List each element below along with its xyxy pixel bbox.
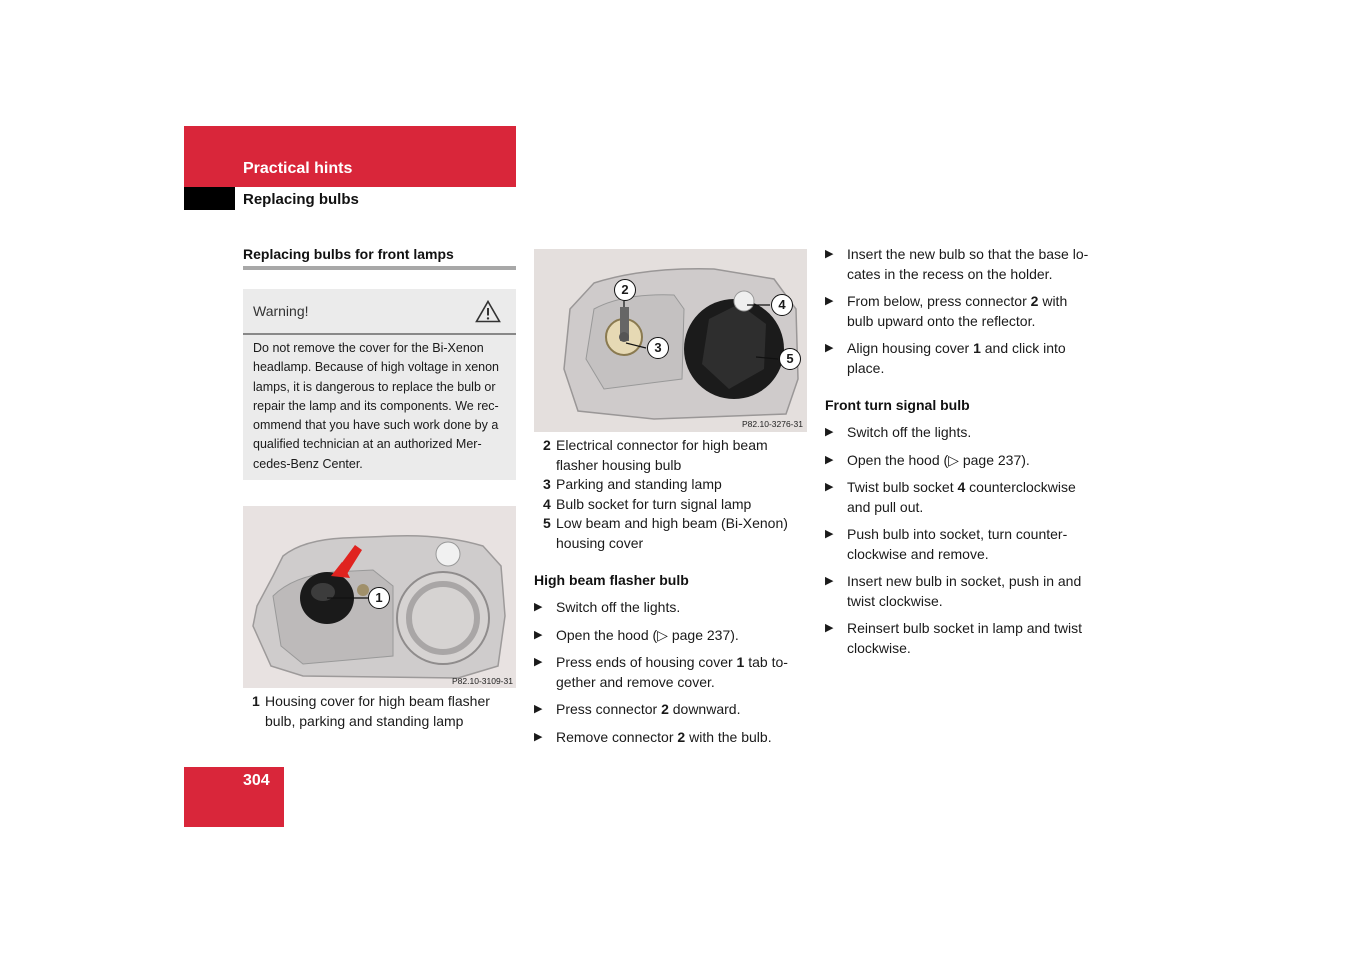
warning-line: repair the lamp and its components. We rec-	[253, 398, 499, 413]
step-line	[847, 639, 1115, 659]
step-line	[847, 423, 1115, 443]
legend-item	[534, 436, 807, 475]
bullet-arrow-icon: ▶	[825, 453, 834, 466]
bullet-arrow-icon: ▶	[534, 628, 543, 641]
warning-label: Warning!	[253, 303, 309, 319]
step-text: Remove connector	[556, 728, 678, 745]
legend-number: 1	[252, 693, 260, 709]
step-item	[534, 653, 814, 692]
step-line	[847, 451, 1115, 471]
headlamp-illustration-2	[534, 249, 807, 432]
step-line	[847, 498, 1115, 518]
step-text: cates in the recess on the holder.	[847, 265, 1053, 282]
step-text: place.	[847, 359, 885, 376]
callout-3: 3	[647, 337, 669, 359]
high-beam-steps	[534, 598, 814, 755]
step-reference: 1	[736, 654, 745, 670]
step-item	[825, 572, 1115, 611]
turn-signal-steps	[825, 423, 1115, 666]
step-item	[825, 619, 1115, 658]
legend-item	[534, 514, 807, 553]
step-item	[825, 525, 1115, 564]
legend-number: 4	[543, 495, 551, 512]
warning-line: headlamp. Because of high voltage in xenon	[253, 360, 500, 375]
step-reference: 2	[1030, 293, 1039, 309]
step-line	[847, 312, 1115, 332]
title-rule	[243, 266, 516, 270]
warning-line: ommend that you have such work done by a	[253, 418, 499, 433]
legend-item	[534, 495, 807, 515]
warning-line: lamps, it is dangerous to replace the bulb or	[253, 379, 496, 394]
bullet-arrow-icon: ▶	[825, 622, 834, 634]
legend-item	[534, 475, 807, 495]
high-beam-heading: High beam flasher bulb	[534, 572, 689, 588]
legend-number: 5	[543, 515, 551, 531]
step-line	[556, 653, 814, 673]
step-line	[847, 359, 1115, 379]
subsection-title: Replacing bulbs	[243, 191, 359, 208]
legend-text: Electrical connector for high beam	[556, 437, 768, 453]
step-item	[534, 728, 814, 748]
step-text: downward.	[668, 701, 741, 717]
step-text: Insert new bulb in socket, push in and	[847, 573, 1082, 589]
step-text: with the bulb.	[685, 728, 772, 745]
step-line	[847, 265, 1115, 285]
step-reference: 1	[973, 340, 981, 356]
step-line	[847, 292, 1115, 312]
callout-5: 5	[779, 348, 801, 370]
warning-line: Do not remove the cover for the Bi-Xenon	[253, 341, 484, 355]
step-line	[847, 339, 1115, 359]
step-line	[847, 592, 1115, 612]
install-steps	[825, 245, 1115, 386]
legend-text: bulb, parking and standing lamp	[265, 712, 464, 729]
step-reference: 4	[957, 479, 966, 495]
step-item	[825, 245, 1115, 284]
bullet-arrow-icon: ▶	[825, 342, 834, 354]
turn-signal-heading: Front turn signal bulb	[825, 397, 970, 413]
figure-legend	[243, 692, 516, 731]
warning-line: qualified technician at an authorized Mer-	[253, 437, 482, 452]
warning-line: cedes-Benz Center.	[253, 456, 363, 471]
step-item	[825, 292, 1115, 331]
step-text: clockwise.	[847, 639, 911, 656]
step-text: tab to-	[744, 654, 788, 670]
step-text: Open the hood (▷ page 237).	[847, 451, 1030, 468]
bullet-arrow-icon: ▶	[825, 575, 834, 587]
callout-2: 2	[614, 279, 636, 301]
step-text: counterclockwise	[965, 479, 1076, 495]
bullet-arrow-icon: ▶	[534, 656, 543, 668]
step-text: Press ends of housing cover	[556, 654, 737, 670]
legend-number: 2	[543, 437, 551, 453]
step-line	[556, 598, 814, 618]
step-item	[534, 626, 814, 646]
bullet-arrow-icon: ▶	[825, 295, 834, 307]
step-item	[825, 451, 1115, 471]
bullet-arrow-icon: ▶	[825, 481, 834, 493]
bullet-arrow-icon: ▶	[825, 248, 834, 260]
step-text: bulb upward onto the reflector.	[847, 312, 1036, 329]
step-text: Switch off the lights.	[556, 599, 681, 615]
callout-4: 4	[771, 294, 793, 316]
step-text: Reinsert bulb socket in lamp and twist	[847, 620, 1082, 636]
step-item	[534, 598, 814, 618]
step-text: Press connector	[556, 701, 662, 717]
figure-code: P82.10-3109-31	[452, 676, 513, 686]
bullet-arrow-icon: ▶	[825, 528, 834, 540]
legend-text: Housing cover for high beam flasher	[265, 693, 490, 709]
step-text: gether and remove cover.	[556, 673, 715, 690]
legend-number: 3	[543, 476, 551, 492]
section-title: Practical hints	[243, 160, 353, 177]
step-line	[847, 619, 1115, 639]
step-line	[556, 728, 814, 748]
step-reference: 2	[677, 728, 686, 745]
step-item	[825, 339, 1115, 378]
step-reference: 2	[661, 701, 669, 717]
step-line	[847, 478, 1115, 498]
figure-code: P82.10-3276-31	[742, 419, 803, 429]
step-text: Switch off the lights.	[847, 424, 972, 440]
step-text: and pull out.	[847, 498, 924, 515]
step-text: Push bulb into socket, turn counter-	[847, 526, 1068, 542]
legend-text: Bulb socket for turn signal lamp	[556, 495, 752, 512]
legend-item	[243, 692, 516, 731]
step-text: Twist bulb socket	[847, 479, 958, 495]
bullet-arrow-icon: ▶	[534, 601, 543, 613]
legend-text: housing cover	[556, 534, 644, 551]
step-line	[847, 545, 1115, 565]
column-title: Replacing bulbs for front lamps	[243, 246, 454, 262]
step-text: twist clockwise.	[847, 592, 943, 609]
legend-text: flasher housing bulb	[556, 456, 682, 473]
warning-triangle-icon	[475, 300, 501, 323]
step-line	[556, 700, 814, 720]
warning-divider	[243, 333, 516, 335]
step-item	[534, 700, 814, 720]
warning-text	[253, 339, 511, 474]
warning-box	[243, 289, 516, 480]
page-number: 304	[243, 772, 270, 789]
step-line	[847, 525, 1115, 545]
step-text: clockwise and remove.	[847, 545, 989, 562]
step-line	[847, 572, 1115, 592]
step-text: Align housing cover	[847, 340, 974, 356]
step-line	[556, 626, 814, 646]
step-text: Open the hood (▷ page 237).	[556, 626, 739, 643]
step-line	[847, 245, 1115, 265]
figure-legend	[534, 436, 807, 553]
step-text: and click into	[980, 340, 1066, 356]
bullet-arrow-icon: ▶	[825, 426, 834, 438]
step-line	[556, 673, 814, 693]
step-text: Insert the new bulb so that the base lo-	[847, 246, 1089, 262]
step-item	[825, 478, 1115, 517]
legend-text: Low beam and high beam (Bi-Xenon)	[556, 515, 788, 531]
subsection-marker	[184, 187, 235, 210]
bullet-arrow-icon: ▶	[534, 703, 543, 715]
step-text: From below, press connector	[847, 293, 1031, 309]
headlamp-photo-1	[243, 506, 516, 688]
headlamp-photo-2	[534, 249, 807, 432]
callout-1: 1	[368, 587, 390, 609]
step-item	[825, 423, 1115, 443]
bullet-arrow-icon: ▶	[534, 730, 543, 743]
legend-text: Parking and standing lamp	[556, 476, 722, 492]
step-text: with	[1038, 293, 1068, 309]
